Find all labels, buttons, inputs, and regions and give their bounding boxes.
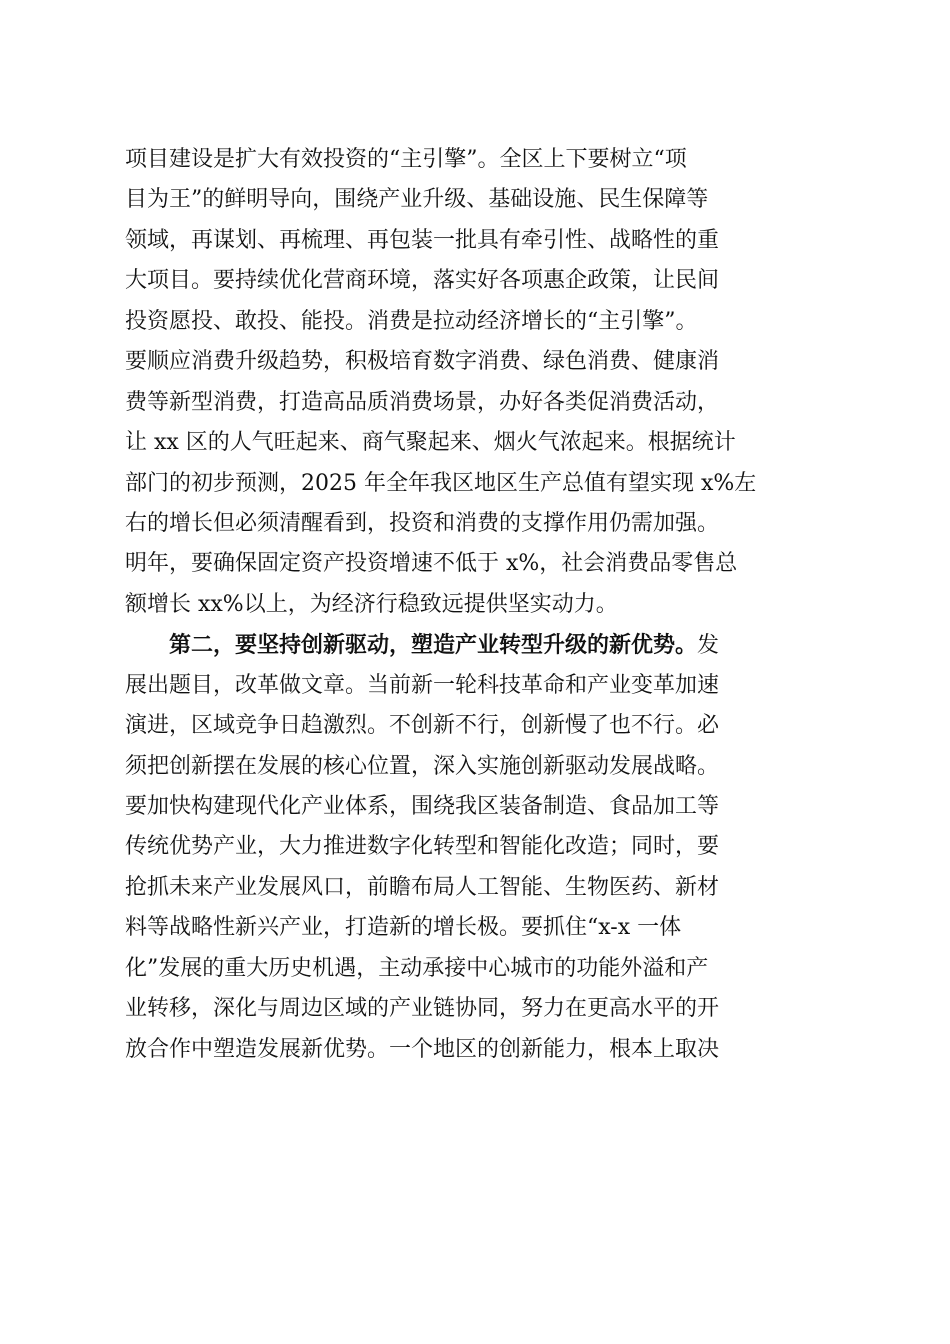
text-line: 让 xx 区的人气旺起来、商气聚起来、烟火气浓起来。根据统计 xyxy=(125,430,736,456)
text-line: 明年，要确保固定资产投资增速不低于 x%，社会消费品零售总 xyxy=(125,551,738,577)
document-page xyxy=(125,140,825,1070)
text-line: 领域，再谋划、再梳理、再包装一批具有牵引性、战略性的重 xyxy=(125,227,720,253)
text-line: 目为王”的鲜明导向，围绕产业升级、基础设施、民生保障等 xyxy=(125,187,709,213)
text-line: 展出题目，改革做文章。当前新一轮科技革命和产业变革加速 xyxy=(125,672,720,698)
text-line: 额增长 xx%以上，为经济行稳致远提供坚实动力。 xyxy=(125,591,618,617)
text-line: 项目建设是扩大有效投资的“主引擎”。全区上下要树立“项 xyxy=(125,147,687,172)
text-line: 费等新型消费，打造高品质消费场景，办好各类促消费活动， xyxy=(125,389,720,415)
text-line: 右的增长但必须清醒看到，投资和消费的支撑作用仍需加强。 xyxy=(125,510,720,536)
text-line: 要加快构建现代化产业体系，围绕我区装备制造、食品加工等 xyxy=(125,794,720,819)
text-line: 业转移，深化与周边区域的产业链协同，努力在更高水平的开 xyxy=(125,996,720,1022)
text-line: 放合作中塑造发展新优势。一个地区的创新能力，根本上取决 xyxy=(125,1036,720,1062)
text-line: 投资愿投、敢投、能投。消费是拉动经济增长的“主引擎”。 xyxy=(125,308,698,334)
text-line: 须把创新摆在发展的核心位置，深入实施创新驱动发展战略。 xyxy=(125,753,720,779)
text-line: 要顺应消费升级趋势，积极培育数字消费、绿色消费、健康消 xyxy=(125,349,720,375)
text-line: 化”发展的重大历史机遇，主动承接中心城市的功能外溢和产 xyxy=(125,955,709,981)
text-line: 料等战略性新兴产业，打造新的增长极。要抓住“x-x 一体 xyxy=(125,915,682,941)
heading-line-rest: 发 xyxy=(697,633,720,659)
text-line: 抢抓未来产业发展风口，前瞻布局人工智能、生物医药、新材 xyxy=(125,874,720,900)
text-line: 传统优势产业，大力推进数字化转型和智能化改造；同时，要 xyxy=(125,834,720,860)
paragraph-heading-line xyxy=(125,625,825,665)
section-heading: 第二，要坚持创新驱动，塑造产业转型升级的新优势。 xyxy=(169,632,698,659)
text-line: 大项目。要持续优化营商环境，落实好各项惠企政策，让民间 xyxy=(125,268,720,294)
text-line: 演进，区域竞争日趋激烈。不创新不行，创新慢了也不行。必 xyxy=(125,713,720,739)
text-line: 部门的初步预测，2025 年全年我区地区生产总值有望实现 x%左 xyxy=(125,470,757,496)
